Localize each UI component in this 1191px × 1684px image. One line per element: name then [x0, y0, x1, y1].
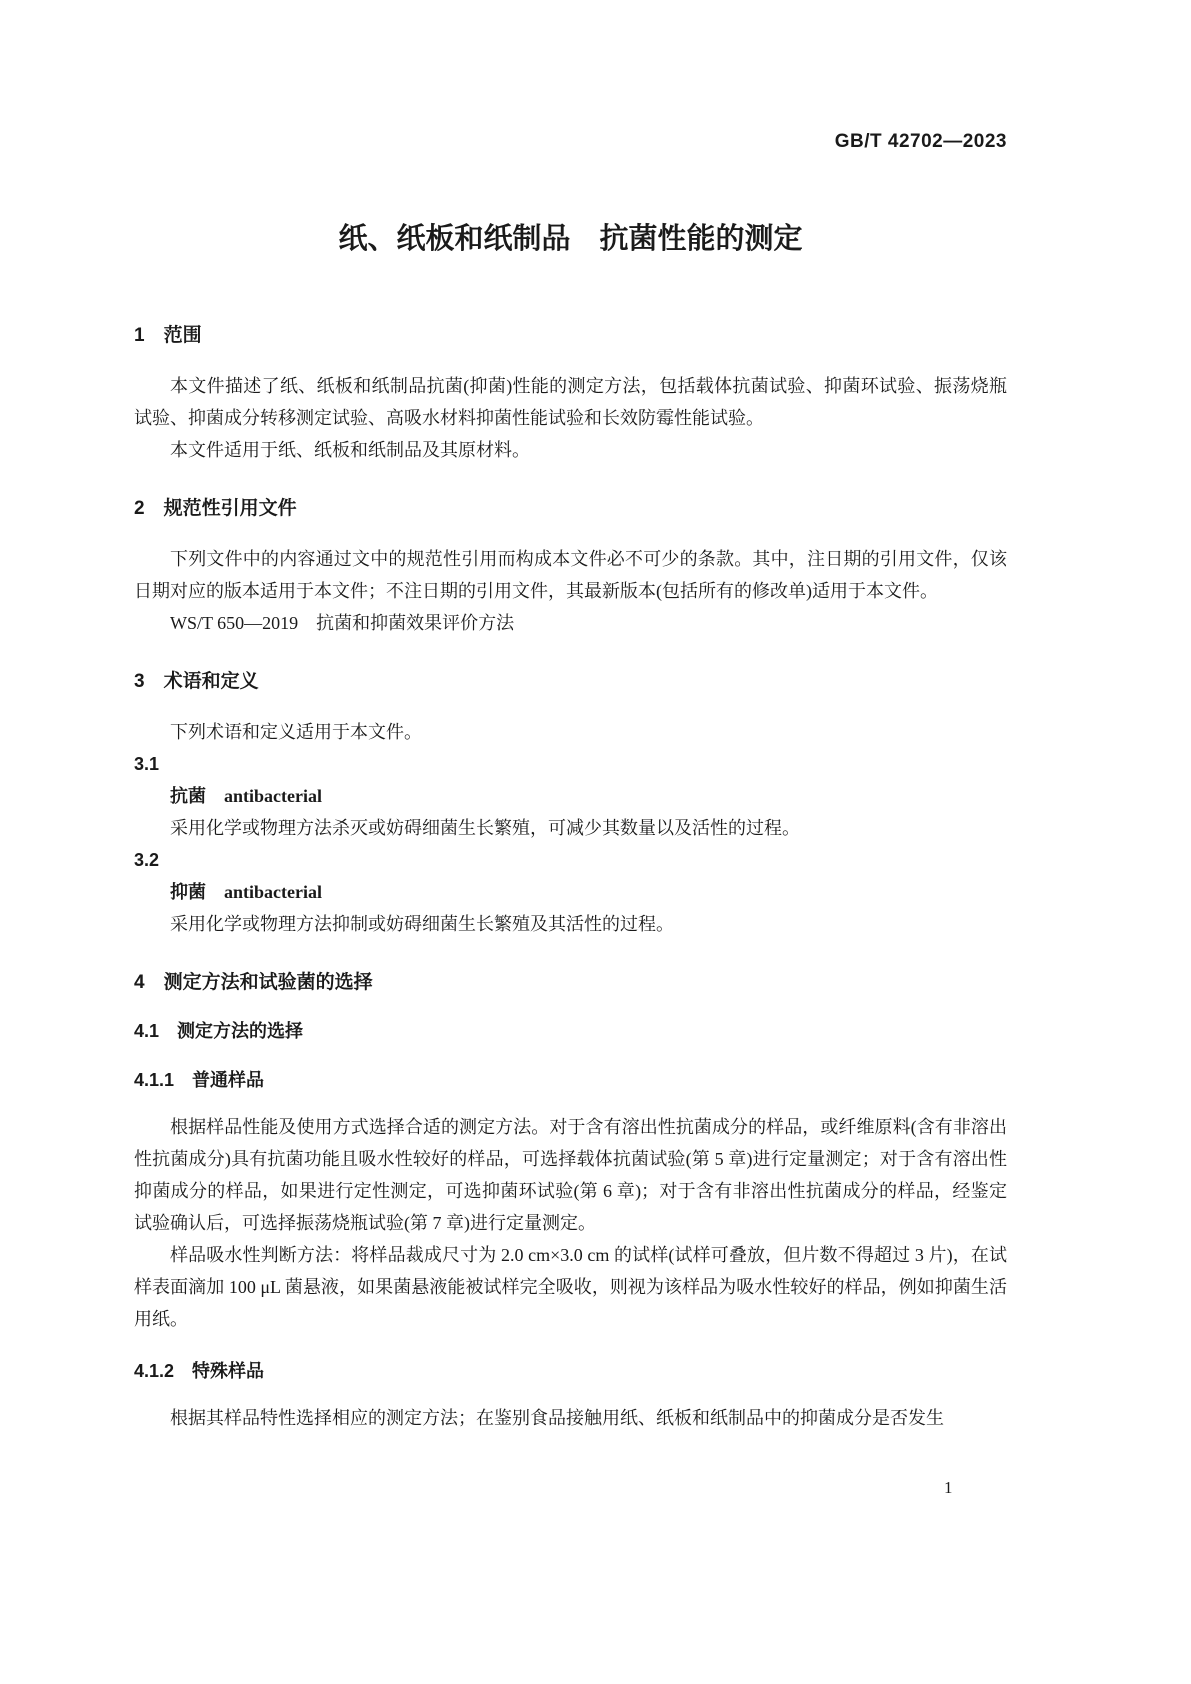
terms-intro: 下列术语和定义适用于本文件。 — [170, 722, 422, 742]
term-name: 抗菌 antibacterial — [170, 786, 322, 806]
term-definition: 采用化学或物理方法抑制或妨碍细菌生长繁殖及其活性的过程。 — [170, 914, 674, 934]
subsection-4-1-1-paragraph-2: 样品吸水性判断方法：将样品裁成尺寸为 2.0 cm×3.0 cm 的试样(试样可叠放，但片数不得超过 3 片)，在试样表面滴加 100 μL 菌悬液，如果菌悬液能被试样完全吸收，则视为该样品为吸水性较好的样品，例如抑菌生活用纸。 — [134, 1245, 1007, 1329]
document-title: 纸、纸板和纸制品 抗菌性能的测定 — [338, 223, 803, 255]
doc-number: GB/T 42702—2023 — [834, 131, 1007, 152]
page-number: 1 — [944, 1478, 953, 1497]
term-name: 抑菌 antibacterial — [170, 882, 322, 902]
subsection-4-1-1-paragraph-1: 根据样品性能及使用方式选择合适的测定方法。对于含有溶出性抗菌成分的样品，或纤维原料(含有非溶出性抗菌成分)具有抗菌功能且吸水性较好的样品，可选择载体抗菌试验(第 5 章)进行定量测定；对于含有溶出性抑菌成分的样品，如果进行定性测定，可选抑菌环试验(第 6 章)；对于含有非溶出性抗菌成分的样品，经鉴定试验确认后，可选择振荡烧瓶试验(第 7 章)进行定量测定。 — [134, 1117, 1007, 1233]
subsection-4-1-heading: 4.1 测定方法的选择 — [134, 1021, 304, 1041]
section-terms-heading: 3 术语和定义 — [134, 671, 259, 692]
normative-reference-entry: WS/T 650—2019 抗菌和抑菌效果评价方法 — [170, 613, 515, 633]
term-item-3-1 — [134, 748, 1007, 844]
section-normative-references-heading: 2 规范性引用文件 — [134, 498, 297, 519]
subsection-4-1-1-heading: 4.1.1 普通样品 — [134, 1070, 265, 1090]
section-scope-heading: 1 范围 — [134, 325, 202, 346]
term-item-3-2 — [134, 844, 1007, 940]
term-definition: 采用化学或物理方法杀灭或妨碍细菌生长繁殖，可减少其数量以及活性的过程。 — [170, 818, 800, 838]
term-number: 3.1 — [134, 754, 160, 774]
subsection-4-1-2-heading: 4.1.2 特殊样品 — [134, 1361, 265, 1381]
term-number: 3.2 — [134, 850, 160, 870]
scope-paragraph-2: 本文件适用于纸、纸板和纸制品及其原材料。 — [170, 440, 530, 460]
subsection-4-1-2-paragraph-1: 根据其样品特性选择相应的测定方法；在鉴别食品接触用纸、纸板和纸制品中的抑菌成分是否发生 — [170, 1408, 944, 1428]
normative-references-paragraph: 下列文件中的内容通过文中的规范性引用而构成本文件必不可少的条款。其中，注日期的引用文件，仅该日期对应的版本适用于本文件；不注日期的引用文件，其最新版本(包括所有的修改单)适用于本文件。 — [134, 549, 1007, 601]
scope-paragraph-1: 本文件描述了纸、纸板和纸制品抗菌(抑菌)性能的测定方法，包括载体抗菌试验、抑菌环试验、振荡烧瓶试验、抑菌成分转移测定试验、高吸水材料抑菌性能试验和长效防霉性能试验。 — [134, 376, 1007, 428]
section-methods-heading: 4 测定方法和试验菌的选择 — [134, 972, 373, 993]
